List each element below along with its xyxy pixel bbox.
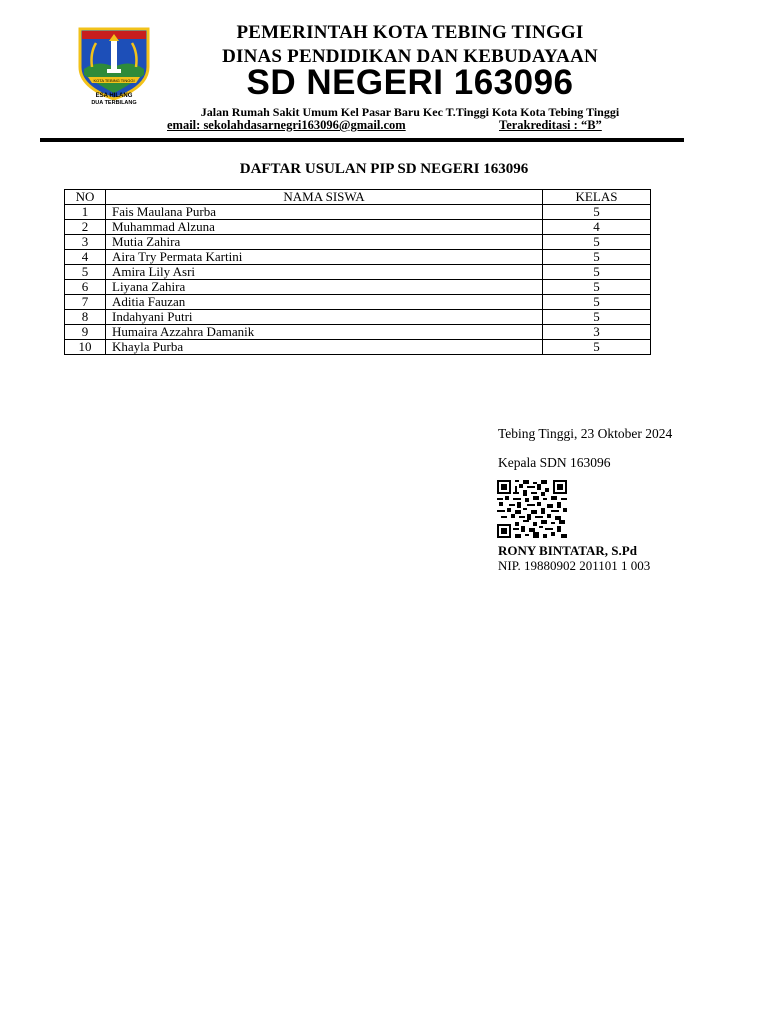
letterhead-address: Jalan Rumah Sakit Umum Kel Pasar Baru Kec T.Tinggi Kota Kota Tebing Tinggi — [200, 105, 620, 119]
letterhead-accreditation: Terakreditasi : “B” — [499, 118, 602, 132]
column-header-kelas: KELAS — [543, 190, 651, 205]
cell-no: 3 — [65, 235, 106, 250]
signature-place-date: Tebing Tinggi, 23 Oktober 2024 — [498, 426, 673, 441]
cell-no: 1 — [65, 205, 106, 220]
letterhead-email: email: sekolahdasarnegri163096@gmail.com — [167, 118, 406, 132]
cell-no: 7 — [65, 295, 106, 310]
cell-kelas: 5 — [543, 310, 651, 325]
signature-name: RONY BINTATAR, S.Pd — [498, 543, 637, 558]
table-header-row — [65, 190, 651, 205]
cell-no: 5 — [65, 265, 106, 280]
cell-name: Amira Lily Asri — [106, 265, 543, 280]
letterhead-department: DINAS PENDIDIKAN DAN KEBUDAYAAN — [222, 46, 598, 67]
table-row — [65, 220, 651, 235]
cell-kelas: 5 — [543, 265, 651, 280]
table-row — [65, 310, 651, 325]
cell-kelas: 5 — [543, 250, 651, 265]
table-row — [65, 235, 651, 250]
table-row — [65, 280, 651, 295]
table-row — [65, 265, 651, 280]
signature-qr-code — [497, 480, 567, 538]
cell-kelas: 4 — [543, 220, 651, 235]
cell-kelas: 5 — [543, 205, 651, 220]
signature-nip: NIP. 19880902 201101 1 003 — [498, 558, 651, 573]
column-header-name: NAMA SISWA — [106, 190, 543, 205]
cell-name: Aditia Fauzan — [106, 295, 543, 310]
cell-name: Fais Maulana Purba — [106, 205, 543, 220]
letterhead-school-name: SD NEGERI 163096 — [246, 63, 574, 102]
logo-motto-2: DUA TERBILANG — [91, 100, 137, 106]
cell-no: 8 — [65, 310, 106, 325]
cell-kelas: 5 — [543, 295, 651, 310]
cell-kelas: 5 — [543, 340, 651, 355]
column-header-no: NO — [65, 190, 106, 205]
logo-ribbon-text: KOTA TEBING TINGGI — [93, 78, 135, 83]
cell-name: Liyana Zahira — [106, 280, 543, 295]
cell-no: 6 — [65, 280, 106, 295]
cell-kelas: 5 — [543, 235, 651, 250]
table-row — [65, 340, 651, 355]
letterhead-government: PEMERINTAH KOTA TEBING TINGGI — [236, 22, 584, 43]
cell-no: 4 — [65, 250, 106, 265]
cell-name: Indahyani Putri — [106, 310, 543, 325]
cell-kelas: 3 — [543, 325, 651, 340]
signature-role: Kepala SDN 163096 — [498, 455, 611, 470]
student-list-table — [64, 189, 651, 355]
cell-name: Aira Try Permata Kartini — [106, 250, 543, 265]
cell-name: Humaira Azzahra Damanik — [106, 325, 543, 340]
logo-motto-1: ESA HILANG — [95, 93, 133, 99]
document-title: DAFTAR USULAN PIP SD NEGERI 163096 — [239, 161, 529, 177]
table-row — [65, 295, 651, 310]
table-row — [65, 325, 651, 340]
letterhead-divider — [40, 138, 684, 142]
cell-no: 9 — [65, 325, 106, 340]
table-row — [65, 205, 651, 220]
cell-name: Mutia Zahira — [106, 235, 543, 250]
cell-kelas: 5 — [543, 280, 651, 295]
cell-no: 2 — [65, 220, 106, 235]
cell-no: 10 — [65, 340, 106, 355]
cell-name: Muhammad Alzuna — [106, 220, 543, 235]
table-row — [65, 250, 651, 265]
cell-name: Khayla Purba — [106, 340, 543, 355]
